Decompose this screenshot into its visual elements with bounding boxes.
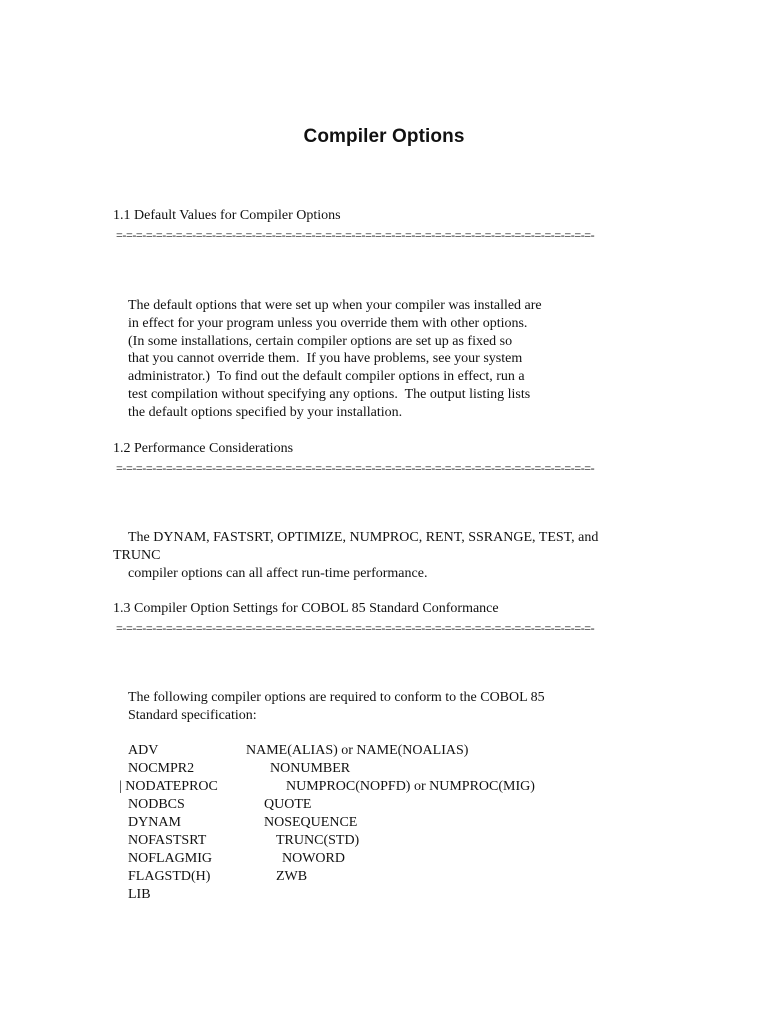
paragraph-line: in effect for your program unless you override them with other options.	[128, 316, 528, 331]
paragraph-line: test compilation without specifying any options. The output listing lists	[128, 387, 531, 402]
option-right: NONUMBER	[270, 761, 351, 776]
option-left: ADV	[128, 743, 159, 758]
paragraph-line: compiler options can all affect run-time performance.	[128, 566, 428, 581]
paragraph-line: administrator.) To find out the default compiler options in effect, run a	[128, 369, 525, 384]
paragraph-line: The following compiler options are required to conform to the COBOL 85	[128, 690, 545, 705]
option-right: NAME(ALIAS) or NAME(NOALIAS)	[246, 743, 469, 758]
paragraph-line: The DYNAM, FASTSRT, OPTIMIZE, NUMPROC, RENT, SSRANGE, TEST, and	[128, 530, 599, 545]
paragraph-line: TRUNC	[113, 548, 161, 563]
option-right: TRUNC(STD)	[276, 833, 360, 848]
option-left: | NODATEPROC	[119, 779, 218, 794]
option-right: NOWORD	[282, 851, 345, 866]
section-heading-1-3: 1.3 Compiler Option Settings for COBOL 85 Standard Conformance	[113, 601, 499, 616]
option-left: NODBCS	[128, 797, 185, 812]
paragraph-line: Standard specification:	[128, 708, 257, 723]
paragraph-line: that you cannot override them. If you have problems, see your system	[128, 351, 523, 366]
option-right: NUMPROC(NOPFD) or NUMPROC(MIG)	[286, 779, 535, 794]
divider-rule: =-=-=-=-=-=-=-=-=-=-=-=-=-=-=-=-=-=-=-=-=-=-=-=-=-=-=-=-=-=-=-=-=-=-=-=-=-=-=-=-=-=-=-=-=-=-=-=-	[116, 461, 595, 475]
option-left: FLAGSTD(H)	[128, 869, 211, 884]
page-title: Compiler Options	[303, 126, 465, 147]
section-heading-1-1: 1.1 Default Values for Compiler Options	[113, 208, 341, 223]
section-heading-1-2: 1.2 Performance Considerations	[113, 441, 294, 456]
paragraph-line: (In some installations, certain compiler options are set up as fixed so	[128, 334, 513, 349]
option-left: NOFASTSRT	[128, 833, 207, 848]
option-left: NOCMPR2	[128, 761, 195, 776]
option-right: ZWB	[276, 869, 308, 884]
option-left: NOFLAGMIG	[128, 851, 212, 866]
divider-rule: =-=-=-=-=-=-=-=-=-=-=-=-=-=-=-=-=-=-=-=-=-=-=-=-=-=-=-=-=-=-=-=-=-=-=-=-=-=-=-=-=-=-=-=-=-=-=-=-	[116, 621, 595, 635]
option-left: DYNAM	[128, 815, 181, 830]
option-right: QUOTE	[264, 797, 312, 812]
paragraph-line: the default options specified by your installation.	[128, 405, 403, 420]
option-right: NOSEQUENCE	[264, 815, 358, 830]
paragraph-line: The default options that were set up when your compiler was installed are	[128, 298, 542, 313]
option-left: LIB	[128, 887, 151, 902]
divider-rule: =-=-=-=-=-=-=-=-=-=-=-=-=-=-=-=-=-=-=-=-=-=-=-=-=-=-=-=-=-=-=-=-=-=-=-=-=-=-=-=-=-=-=-=-=-=-=-=-	[116, 228, 595, 242]
